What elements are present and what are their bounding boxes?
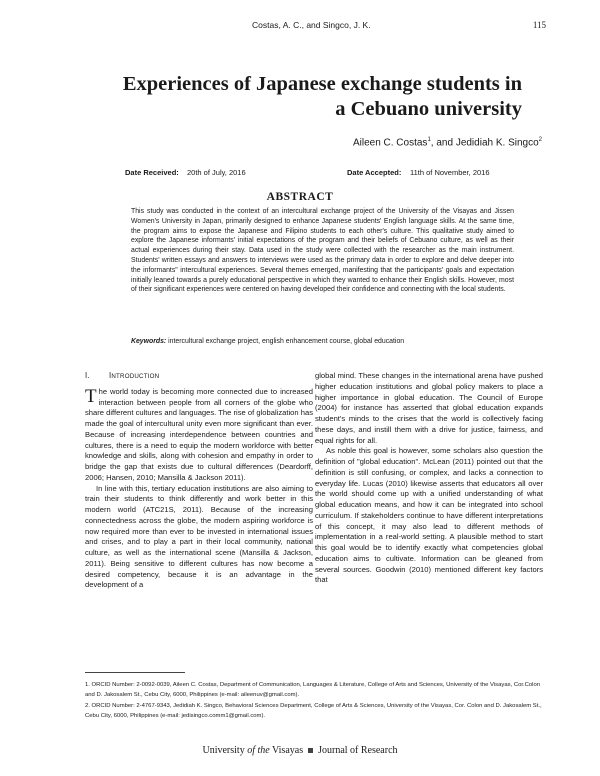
- footer-university-post: Visayas: [269, 745, 304, 756]
- abstract-text: This study was conducted in the context of an intercultural exchange project of the University of the Visayas and Jissen Women's University in Japan, primarily designed to enhance Japanese students' English language skills. At the same time, the program aims to expose the Japanese and Filipino students to each other's culture. This qualitative study aimed to explore the Japanese informants' initial expectations of the program and their beliefs of Cebuano culture, as well as their actual experiences during their stay. Data used in the study were collected with the researcher as the main instrument. Students' written essays and answers to interviews were used as the primary data in order to explore and delve deeper into the informants" intercultural experiences. Several themes emerged, manifesting that the participants' goals and expectation initially leaned towards a purely educational perspective in which they wanted to enhance their English skills. However, most of their significant experiences were centered on having developed their confidence and connecting with the local students.: [131, 208, 514, 294]
- received-label: Date Received:: [125, 168, 179, 177]
- drop-cap: T: [85, 385, 97, 407]
- right-column: [315, 371, 543, 586]
- section-title-first-letter: I: [109, 371, 112, 380]
- paragraph-2: In line with this, tertiary education institutions are also aiming to train their students to think differently and work better in this modern world (ATC21S, 2011). Because of the increasing connectedness across the globe, the modern aspiring workforce is now required more than ever to be invested in international issues and crises, and to play a part in their local community, national culture, as well as the international scene (Mansilla & Jackson, 2011). Being sensitive to different cultures has now become a desired competency, because it is an advantage in the development of a: [85, 483, 313, 590]
- abstract-heading: ABSTRACT: [266, 191, 334, 203]
- footnotes: [85, 681, 547, 723]
- keywords-text: intercultural exchange project, english enhancement course, global education: [166, 338, 405, 345]
- footnote-rule: [85, 672, 185, 673]
- paragraph-3: global mind. These changes in the international arena have pushed higher education institutions and global policy makers to place a higher importance in global education. The Council of Europe (2004) for instance has asserted that global education expands student's minds to the crises that the world is collectively facing these days, and instill them with a drive for justice, fairness, and equal rights for all.: [315, 371, 543, 445]
- author-1-affil: 1: [427, 137, 431, 143]
- accepted-label: Date Accepted:: [347, 168, 402, 177]
- footer-university-pre: University: [202, 745, 248, 756]
- article-title: [82, 72, 522, 122]
- title-line-2: a Cebuano university: [335, 98, 522, 120]
- received-value: 20th of July, 2016: [187, 168, 246, 177]
- left-column: [85, 371, 313, 591]
- section-title-rest: NTRODUCTION: [111, 373, 160, 380]
- paragraph-4: As noble this goal is however, some scholars also question the definition of "global education". McLean (2011) pointed out that the definition is still confusing, or complex, and lacks a connection to everyday life. Lucas (2010) likewise asserts that educators all over the world should come up with a unified understanding of what global education means, and how it can be integrated into school curriculum. If stakeholders continue to have different interpretations of this concept, it may also lead to different methods of implementation in a real-world setting. A plausible method to start this goal would be to identify exactly what competencies global education aims to cultivate. Information can be gleaned from several sources. Goodwin (2010) mentioned different key factors that: [315, 446, 543, 585]
- author-2-affil: 2: [538, 137, 542, 143]
- author-2: Jedidiah K. Singco: [455, 137, 539, 149]
- section-number: I.: [85, 371, 90, 380]
- section-heading-introduction: [85, 371, 313, 383]
- footer-separator-square: [308, 748, 313, 753]
- keywords: [131, 338, 514, 345]
- author-joiner: , and: [430, 137, 456, 149]
- footnote-1: 1. ORCID Number: 2-0092-0039, Aileen C. Costas, Department of Communication, Languages & Literature, College of Arts and Sciences, University of the Visayas, Cor.Colon and D. Jakosalem St., Cebu City, 6000, Philippines (e-mail: aileenuv@gmail.com).: [85, 682, 541, 698]
- footnote-2: 2. ORCID Number: 2-4767-9343, Jedidiah K. Singco, Behavioral Sciences Department, College of Arts & Sciences, University of the Visayas, Cor. Colon and D. Jakosalem St., Cebu City, 6000, Philippines (e-mail: jedisingco.comm1@gmail.com).: [85, 703, 542, 719]
- title-line-1: Experiences of Japanese exchange students in: [122, 73, 522, 95]
- keywords-label: Keywords:: [131, 338, 167, 345]
- author-1: Aileen C. Costas: [352, 137, 428, 149]
- author-list: [353, 137, 542, 148]
- footer-journal: Journal of Research: [318, 745, 398, 756]
- running-header-author: Costas, A. C., and Singco, J. K.: [252, 20, 371, 30]
- paragraph-1: [85, 387, 313, 484]
- accepted-value: 11th of November, 2016: [410, 168, 490, 177]
- paragraph-1-text: he world today is becoming more connected due to increased interaction between people from all corners of the globe who share different cultures and languages. The rise of globalization has made the goal of intercultural unity even more significant than ever. Because of increasing interdependence between countries and cultures, there is a need to equip the modern workforce with better knowledge and skills, along with cohesion and empathy in order to bridge the gap that exists due to cultural differences (Deardorff, 2006; Hansen, 2010; Mansilla & Jackson 2011).: [85, 386, 313, 482]
- page-number: 115: [532, 20, 546, 30]
- journal-footer: [0, 745, 600, 756]
- footer-university-of: of the: [247, 745, 270, 756]
